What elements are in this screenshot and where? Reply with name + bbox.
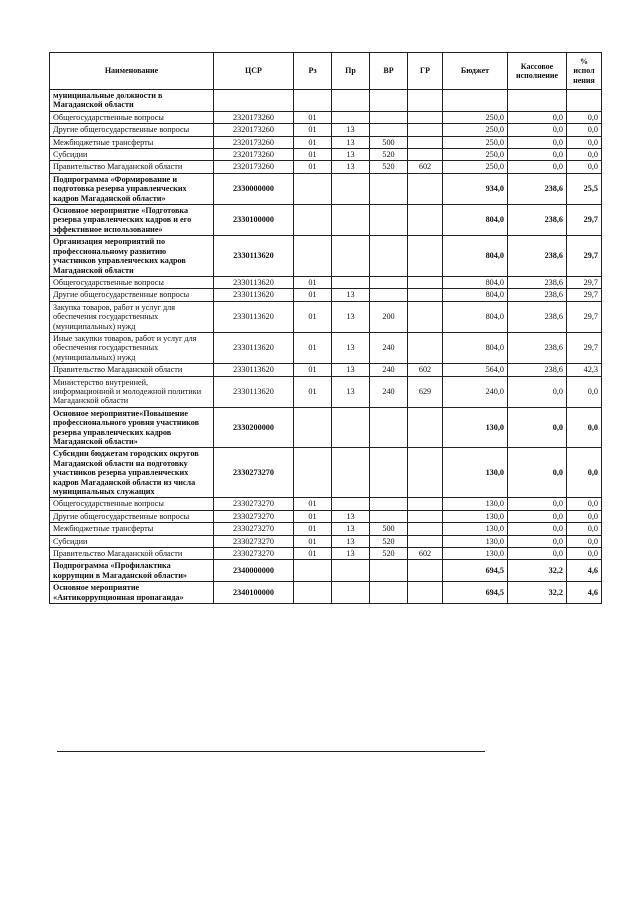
cell-gr	[408, 582, 443, 604]
cell-rz	[294, 582, 332, 604]
cell-vr	[370, 560, 408, 582]
cell-name: Подпрограмма «Профилактика коррупции в Магаданской области»	[50, 560, 214, 582]
header-gr: ГР	[408, 53, 443, 90]
cell-gr	[408, 523, 443, 535]
table-row	[50, 364, 602, 376]
budget-execution-table	[49, 52, 602, 604]
cell-csr: 2330113620	[214, 332, 294, 363]
cell-name: Межбюджетные трансферты	[50, 523, 214, 535]
cell-vr: 500	[370, 523, 408, 535]
cell-kassa: 238,6	[508, 173, 567, 204]
cell-kassa: 0,0	[508, 124, 567, 136]
cell-budget: 250,0	[443, 161, 508, 173]
cell-kassa	[508, 90, 567, 112]
cell-name: Общегосударственные вопросы	[50, 498, 214, 510]
cell-kassa: 0,0	[508, 149, 567, 161]
cell-rz: 01	[294, 376, 332, 407]
cell-vr: 240	[370, 376, 408, 407]
cell-pr	[332, 560, 370, 582]
cell-rz: 01	[294, 364, 332, 376]
cell-pct: 29,7	[567, 236, 602, 277]
cell-vr	[370, 289, 408, 301]
cell-name: Правительство Магаданской области	[50, 364, 214, 376]
cell-pct: 25,5	[567, 173, 602, 204]
cell-vr: 520	[370, 535, 408, 547]
cell-gr: 602	[408, 548, 443, 560]
table-row	[50, 498, 602, 510]
cell-csr: 2340100000	[214, 582, 294, 604]
cell-budget: 934,0	[443, 173, 508, 204]
cell-budget: 804,0	[443, 332, 508, 363]
cell-pct: 29,7	[567, 332, 602, 363]
cell-pr	[332, 582, 370, 604]
bottom-rule	[57, 751, 485, 752]
cell-vr	[370, 498, 408, 510]
cell-csr: 2330113620	[214, 276, 294, 288]
cell-gr: 629	[408, 376, 443, 407]
table-row	[50, 560, 602, 582]
table-row	[50, 301, 602, 332]
cell-vr: 520	[370, 149, 408, 161]
cell-kassa: 238,6	[508, 205, 567, 236]
cell-kassa: 238,6	[508, 236, 567, 277]
cell-gr	[408, 276, 443, 288]
cell-budget	[443, 90, 508, 112]
cell-kassa: 0,0	[508, 136, 567, 148]
cell-pct: 0,0	[567, 498, 602, 510]
cell-budget: 804,0	[443, 236, 508, 277]
cell-csr: 2330273270	[214, 523, 294, 535]
cell-pct: 29,7	[567, 205, 602, 236]
header-name: Наименование	[50, 53, 214, 90]
cell-kassa: 238,6	[508, 289, 567, 301]
cell-gr	[408, 236, 443, 277]
cell-csr: 2330113620	[214, 376, 294, 407]
cell-pct: 0,0	[567, 111, 602, 123]
cell-budget: 130,0	[443, 548, 508, 560]
table-row	[50, 407, 602, 448]
cell-vr: 240	[370, 332, 408, 363]
cell-name: Межбюджетные трансферты	[50, 136, 214, 148]
cell-rz: 01	[294, 276, 332, 288]
cell-kassa: 32,2	[508, 560, 567, 582]
cell-pct: 42,3	[567, 364, 602, 376]
cell-kassa: 238,6	[508, 364, 567, 376]
table-row	[50, 236, 602, 277]
cell-pr	[332, 498, 370, 510]
cell-gr	[408, 560, 443, 582]
cell-rz: 01	[294, 498, 332, 510]
cell-name: муниципальные должности в Магаданской области	[50, 90, 214, 112]
cell-csr: 2330113620	[214, 301, 294, 332]
table-row	[50, 523, 602, 535]
cell-gr	[408, 149, 443, 161]
cell-csr	[214, 90, 294, 112]
cell-budget: 130,0	[443, 510, 508, 522]
cell-pct: 29,7	[567, 289, 602, 301]
table-row	[50, 205, 602, 236]
cell-gr	[408, 124, 443, 136]
cell-rz: 01	[294, 523, 332, 535]
cell-rz	[294, 448, 332, 498]
cell-pct: 0,0	[567, 124, 602, 136]
cell-pr: 13	[332, 364, 370, 376]
cell-gr	[408, 111, 443, 123]
cell-kassa: 0,0	[508, 407, 567, 448]
cell-kassa: 0,0	[508, 111, 567, 123]
cell-budget: 130,0	[443, 535, 508, 547]
cell-kassa: 0,0	[508, 510, 567, 522]
cell-name: Субсидии бюджетам городских округов Магаданской области на подготовку участников резерва управленческих кадров Магаданской области из числа муниципальных служащих	[50, 448, 214, 498]
cell-pr: 13	[332, 332, 370, 363]
cell-pct: 0,0	[567, 376, 602, 407]
cell-csr: 2330100000	[214, 205, 294, 236]
cell-csr: 2340000000	[214, 560, 294, 582]
cell-pr: 13	[332, 548, 370, 560]
cell-pct: 0,0	[567, 149, 602, 161]
cell-rz	[294, 173, 332, 204]
cell-gr	[408, 332, 443, 363]
cell-pr	[332, 173, 370, 204]
cell-csr: 2330113620	[214, 289, 294, 301]
cell-kassa: 0,0	[508, 448, 567, 498]
cell-gr	[408, 90, 443, 112]
cell-pr: 13	[332, 149, 370, 161]
cell-kassa: 238,6	[508, 301, 567, 332]
table-row	[50, 548, 602, 560]
cell-csr: 2320173260	[214, 111, 294, 123]
cell-budget: 804,0	[443, 289, 508, 301]
cell-rz: 01	[294, 124, 332, 136]
cell-name: Основное мероприятие«Повышение профессионального уровня участников резерва управленческих кадров Магаданской области»	[50, 407, 214, 448]
cell-kassa: 0,0	[508, 498, 567, 510]
cell-vr: 500	[370, 136, 408, 148]
cell-gr	[408, 173, 443, 204]
header-budget: Бюджет	[443, 53, 508, 90]
cell-vr	[370, 173, 408, 204]
cell-csr: 2320173260	[214, 136, 294, 148]
table-row	[50, 376, 602, 407]
cell-rz	[294, 560, 332, 582]
cell-kassa: 0,0	[508, 376, 567, 407]
cell-pr: 13	[332, 535, 370, 547]
cell-gr: 602	[408, 161, 443, 173]
table-row	[50, 136, 602, 148]
cell-gr	[408, 301, 443, 332]
cell-pr	[332, 236, 370, 277]
cell-rz: 01	[294, 301, 332, 332]
table-row	[50, 90, 602, 112]
cell-pr: 13	[332, 301, 370, 332]
cell-name: Правительство Магаданской области	[50, 548, 214, 560]
cell-pct: 29,7	[567, 276, 602, 288]
cell-budget: 250,0	[443, 136, 508, 148]
table-row	[50, 448, 602, 498]
cell-csr: 2330273270	[214, 535, 294, 547]
table-body	[50, 90, 602, 604]
cell-name: Закупка товаров, работ и услуг для обеспечения государственных (муниципальных) нужд	[50, 301, 214, 332]
cell-pr	[332, 205, 370, 236]
table-row	[50, 289, 602, 301]
cell-budget: 804,0	[443, 205, 508, 236]
cell-csr: 2320173260	[214, 149, 294, 161]
cell-csr: 2330113620	[214, 364, 294, 376]
header-rz: Рз	[294, 53, 332, 90]
cell-gr	[408, 407, 443, 448]
header-pct: % испол нения	[567, 53, 602, 90]
cell-budget: 250,0	[443, 111, 508, 123]
cell-pr	[332, 276, 370, 288]
table-row	[50, 332, 602, 363]
cell-vr	[370, 448, 408, 498]
cell-name: Другие общегосударственные вопросы	[50, 289, 214, 301]
cell-budget: 130,0	[443, 523, 508, 535]
cell-budget: 804,0	[443, 276, 508, 288]
cell-pct: 0,0	[567, 548, 602, 560]
cell-rz: 01	[294, 111, 332, 123]
cell-budget: 130,0	[443, 448, 508, 498]
cell-kassa: 0,0	[508, 161, 567, 173]
cell-csr: 2330000000	[214, 173, 294, 204]
cell-budget: 130,0	[443, 407, 508, 448]
cell-name: Иные закупки товаров, работ и услуг для обеспечения государственных (муниципальных) нужд	[50, 332, 214, 363]
cell-pr: 13	[332, 136, 370, 148]
cell-vr	[370, 276, 408, 288]
cell-csr: 2330273270	[214, 510, 294, 522]
table-row	[50, 173, 602, 204]
cell-name: Общегосударственные вопросы	[50, 111, 214, 123]
header-kassa: Кассовое исполнение	[508, 53, 567, 90]
cell-pr: 13	[332, 376, 370, 407]
cell-pct: 0,0	[567, 510, 602, 522]
cell-rz	[294, 90, 332, 112]
cell-rz: 01	[294, 136, 332, 148]
cell-name: Министерство внутренней, информационной и молодежной политики Магаданской области	[50, 376, 214, 407]
table-row	[50, 161, 602, 173]
cell-rz: 01	[294, 510, 332, 522]
cell-pct: 0,0	[567, 535, 602, 547]
cell-name: Организация мероприятий по профессиональному развитию участников управленческих кадров Магаданской области	[50, 236, 214, 277]
cell-pct: 0,0	[567, 161, 602, 173]
cell-rz: 01	[294, 535, 332, 547]
cell-csr: 2330273270	[214, 448, 294, 498]
cell-pr: 13	[332, 523, 370, 535]
header-pr: Пр	[332, 53, 370, 90]
cell-vr	[370, 90, 408, 112]
cell-vr	[370, 510, 408, 522]
table-row	[50, 582, 602, 604]
cell-vr	[370, 582, 408, 604]
cell-name: Основное мероприятие «Подготовка резерва управленческих кадров и его эффективное использование»	[50, 205, 214, 236]
cell-gr	[408, 136, 443, 148]
cell-rz	[294, 407, 332, 448]
cell-budget: 240,0	[443, 376, 508, 407]
cell-name: Субсидии	[50, 535, 214, 547]
cell-pr	[332, 90, 370, 112]
cell-vr: 200	[370, 301, 408, 332]
table-row	[50, 124, 602, 136]
cell-pr: 13	[332, 510, 370, 522]
cell-gr	[408, 510, 443, 522]
cell-csr: 2330113620	[214, 236, 294, 277]
cell-gr: 602	[408, 364, 443, 376]
cell-name: Основное мероприятие «Антикоррупционная пропаганда»	[50, 582, 214, 604]
cell-pr	[332, 407, 370, 448]
cell-csr: 2320173260	[214, 161, 294, 173]
cell-kassa: 0,0	[508, 548, 567, 560]
cell-gr	[408, 448, 443, 498]
cell-budget: 250,0	[443, 124, 508, 136]
cell-name: Другие общегосударственные вопросы	[50, 510, 214, 522]
cell-vr	[370, 236, 408, 277]
header-vr: ВР	[370, 53, 408, 90]
cell-vr: 520	[370, 548, 408, 560]
cell-pr: 13	[332, 124, 370, 136]
cell-csr: 2330273270	[214, 498, 294, 510]
cell-kassa: 238,6	[508, 332, 567, 363]
cell-rz: 01	[294, 161, 332, 173]
table-row	[50, 276, 602, 288]
cell-kassa: 32,2	[508, 582, 567, 604]
cell-rz	[294, 205, 332, 236]
cell-name: Другие общегосударственные вопросы	[50, 124, 214, 136]
cell-csr: 2320173260	[214, 124, 294, 136]
cell-name: Правительство Магаданской области	[50, 161, 214, 173]
cell-pct: 0,0	[567, 136, 602, 148]
cell-rz	[294, 236, 332, 277]
cell-pr: 13	[332, 161, 370, 173]
cell-kassa: 238,6	[508, 276, 567, 288]
cell-pct	[567, 90, 602, 112]
cell-budget: 130,0	[443, 498, 508, 510]
cell-pct: 4,6	[567, 560, 602, 582]
cell-csr: 2330273270	[214, 548, 294, 560]
cell-pct: 0,0	[567, 523, 602, 535]
header-csr: ЦСР	[214, 53, 294, 90]
table-row	[50, 510, 602, 522]
cell-rz: 01	[294, 149, 332, 161]
cell-vr: 240	[370, 364, 408, 376]
cell-gr	[408, 535, 443, 547]
cell-pr	[332, 448, 370, 498]
cell-budget: 694,5	[443, 582, 508, 604]
cell-pct: 4,6	[567, 582, 602, 604]
cell-csr: 2330200000	[214, 407, 294, 448]
cell-budget: 564,0	[443, 364, 508, 376]
cell-name: Общегосударственные вопросы	[50, 276, 214, 288]
cell-rz: 01	[294, 289, 332, 301]
cell-pr	[332, 111, 370, 123]
cell-budget: 804,0	[443, 301, 508, 332]
cell-vr	[370, 205, 408, 236]
cell-vr	[370, 111, 408, 123]
table-header-row	[50, 53, 602, 90]
cell-kassa: 0,0	[508, 523, 567, 535]
table-row	[50, 535, 602, 547]
table-row	[50, 149, 602, 161]
cell-budget: 250,0	[443, 149, 508, 161]
cell-rz: 01	[294, 332, 332, 363]
cell-kassa: 0,0	[508, 535, 567, 547]
cell-vr: 520	[370, 161, 408, 173]
cell-name: Субсидии	[50, 149, 214, 161]
cell-gr	[408, 205, 443, 236]
cell-name: Подпрограмма «Формирование и подготовка резерва управленческих кадров Магаданской области»	[50, 173, 214, 204]
cell-rz: 01	[294, 548, 332, 560]
table-row	[50, 111, 602, 123]
cell-pct: 29,7	[567, 301, 602, 332]
cell-gr	[408, 498, 443, 510]
cell-pct: 0,0	[567, 407, 602, 448]
cell-vr	[370, 407, 408, 448]
cell-budget: 694,5	[443, 560, 508, 582]
cell-pr: 13	[332, 289, 370, 301]
cell-gr	[408, 289, 443, 301]
cell-vr	[370, 124, 408, 136]
cell-pct: 0,0	[567, 448, 602, 498]
